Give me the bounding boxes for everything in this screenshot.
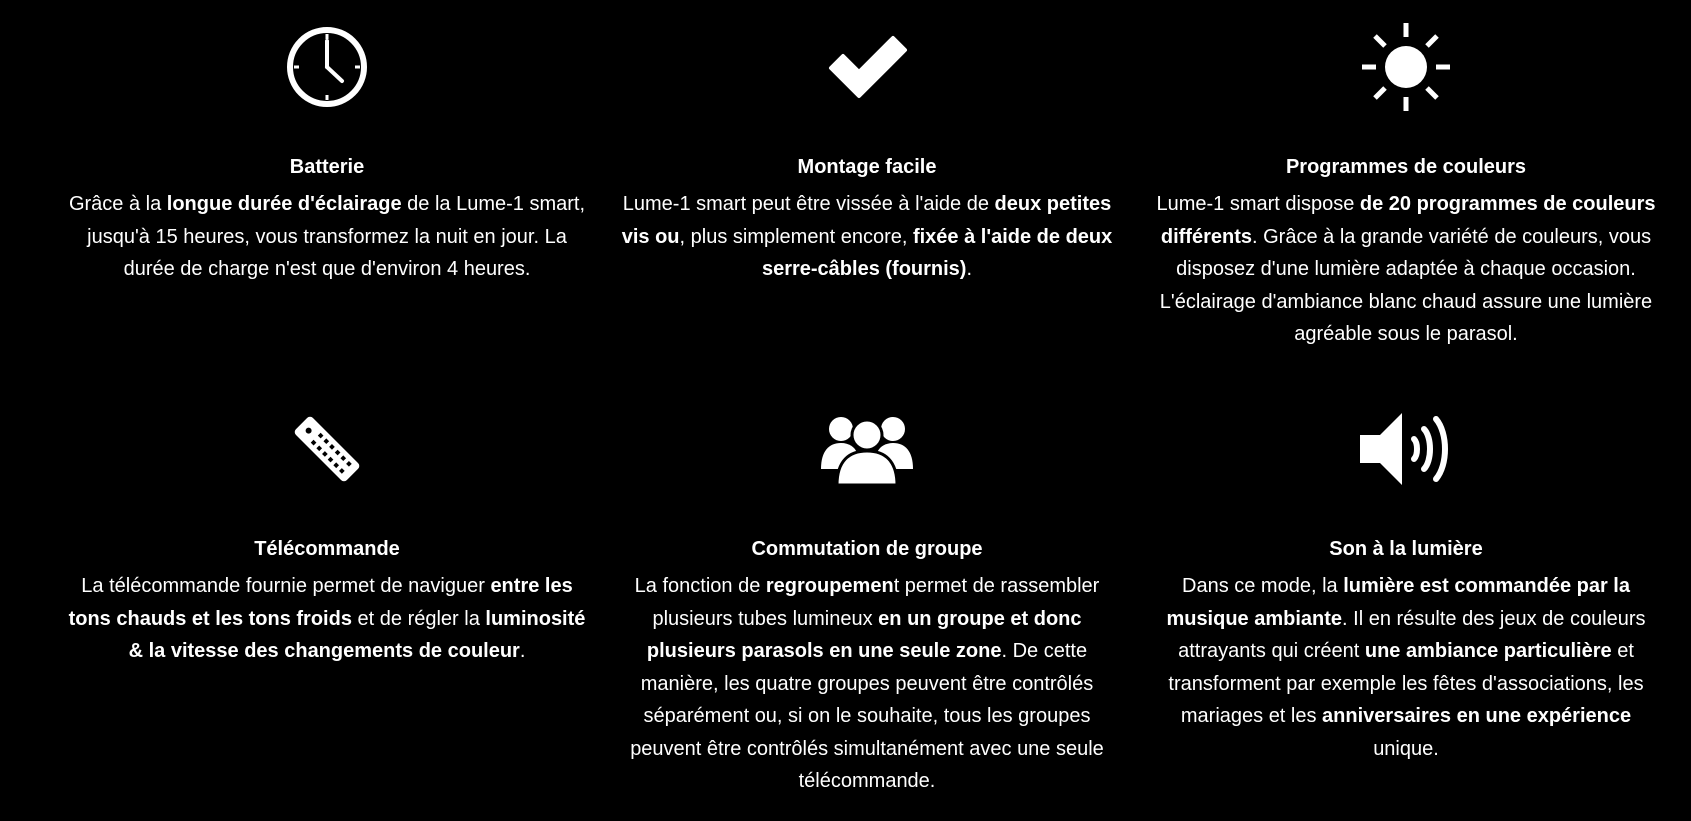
clock-icon	[57, 0, 597, 124]
checkmark-icon	[597, 0, 1137, 124]
feature-sound-to-light	[1136, 382, 1676, 765]
feature-description: Lume-1 smart dispose de 20 programmes de couleurs différents. Grâce à la grande variété de couleurs, vous disposez d'une lumière adaptée à chaque occasion. L'éclairage d'ambiance blanc chaud assure une lumière agréable sous le parasol.	[1156, 193, 1656, 345]
feature-description: La télécommande fournie permet de naviguer entre les tons chauds et les tons froids et de régler la luminosité & la vitesse des changements de couleur.	[68, 575, 586, 662]
speaker-icon	[1136, 382, 1676, 506]
feature-color-programs	[1136, 0, 1676, 351]
group-icon	[597, 382, 1137, 506]
sun-icon	[1136, 0, 1676, 124]
feature-description: La fonction de regroupement permet de rassembler plusieurs tubes lumineux en un groupe et donc plusieurs parasols en une seule zone. De cette manière, les quatre groupes peuvent être contrôlés séparément ou, si on le souhaite, tous les groupes peuvent être contrôlés simultanément avec une seule télécommande.	[630, 575, 1104, 792]
feature-title: Télécommande	[254, 538, 400, 560]
feature-easy-mount	[597, 0, 1137, 286]
feature-description: Dans ce mode, la lumière est commandée par la musique ambiante. Il en résulte des jeux de couleurs attrayants qui créent une ambiance particulière et transforment par exemple les fêtes d'associations, les mariages et les anniversaires en une expérience unique.	[1166, 575, 1646, 760]
feature-title: Son à la lumière	[1329, 538, 1483, 560]
remote-control-icon	[57, 382, 597, 506]
feature-title: Montage facile	[797, 156, 937, 178]
feature-title: Programmes de couleurs	[1285, 156, 1527, 178]
feature-title: Commutation de groupe	[751, 538, 983, 560]
feature-group-switching	[597, 382, 1137, 798]
feature-battery	[57, 0, 597, 286]
feature-description: Grâce à la longue durée d'éclairage de la Lume-1 smart, jusqu'à 15 heures, vous transformez la nuit en jour. La durée de charge n'est que d'environ 4 heures.	[68, 193, 586, 280]
feature-title: Batterie	[289, 156, 365, 178]
feature-description: Lume-1 smart peut être vissée à l'aide de deux petites vis ou, plus simplement encore, fixée à l'aide de deux serre-câbles (fournis).	[621, 193, 1113, 280]
feature-remote-control	[57, 382, 597, 668]
